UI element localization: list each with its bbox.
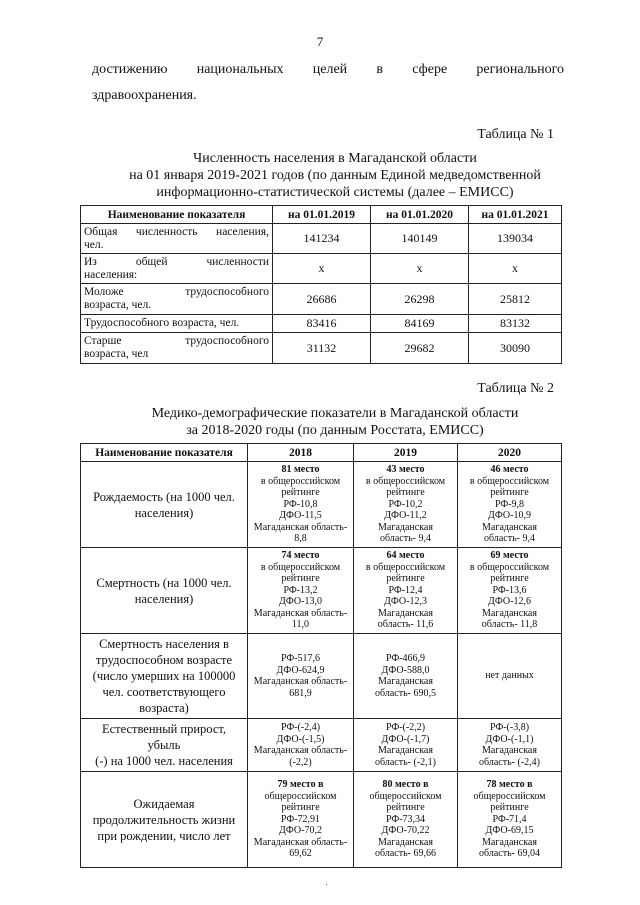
intro-word: достижению — [92, 62, 168, 77]
table2-cell-line: ДФО-11,2 — [384, 510, 427, 522]
table2-row — [81, 634, 562, 719]
table2-cell-line: ДФО-70,22 — [381, 825, 430, 837]
table2-cell-line: 80 место в — [382, 779, 429, 791]
table2-value-cell — [458, 634, 562, 719]
table2-cell-line: рейтинге — [281, 487, 320, 499]
table2-cell-line: область- (-2,4) — [479, 756, 540, 768]
table2-cell-line: рейтинге — [281, 573, 320, 585]
table2-cell-line: рейтинге — [490, 573, 529, 585]
table1-value-cell: 139034 — [469, 224, 562, 254]
table2-cell-line: рейтинге — [490, 802, 529, 814]
table2-cell-line: Магаданская — [378, 676, 433, 687]
table2-row — [81, 719, 562, 772]
table1-label-word: Моложе — [84, 286, 124, 298]
table1-value-cell: 83416 — [273, 315, 371, 333]
table2-cell-line: РФ-72,91 — [280, 813, 321, 825]
table2-cell-line: (-2,2) — [289, 756, 312, 768]
table1-label-word: трудоспособного — [185, 286, 269, 298]
table1-value-cell: 29682 — [371, 333, 469, 364]
table2-cell-line: РФ-13,6 — [492, 584, 527, 596]
table2-value-cell — [248, 462, 354, 548]
intro-word: национальных — [196, 62, 284, 77]
table2-label-line: Смертность (на 1000 чел. — [96, 575, 232, 590]
table2-cell-line: в общероссийском — [260, 475, 341, 487]
table2-cell-lines — [354, 779, 457, 860]
table2-cell-line: 78 место в — [486, 779, 533, 791]
table2-label-line: (-) на 1000 чел. населения — [95, 754, 233, 768]
table2-value-cell — [248, 719, 354, 772]
table1-value-cell: х — [371, 254, 469, 284]
table2-cell-lines — [458, 722, 561, 768]
table2-cell-line: рейтинге — [386, 573, 425, 585]
table1-label-cell — [81, 224, 273, 254]
table1-label-word: населения, — [216, 225, 269, 238]
table1-caption: Таблица № 1 — [477, 127, 554, 142]
table2-header-row — [81, 444, 562, 462]
table2-cell-lines — [248, 779, 353, 860]
table1-row — [81, 284, 562, 315]
table2-cell-line: Магаданская область- — [253, 607, 348, 619]
table2-label-line: населения) — [134, 505, 194, 520]
table2-row — [81, 772, 562, 868]
table1-header-cell: Наименование показателя — [81, 206, 273, 224]
table2-cell-line: область- 9,4 — [380, 533, 431, 545]
table2-cell-line: общероссийском — [264, 790, 337, 802]
table2-label-cell — [81, 548, 248, 634]
table1-header-cell: на 01.01.2020 — [371, 206, 469, 224]
table2-label-line: населения) — [134, 591, 194, 606]
table2-cell-lines — [354, 722, 457, 768]
table1-value-cell: 30090 — [469, 333, 562, 364]
table1-value-cell: 141234 — [273, 224, 371, 254]
table2-row — [81, 462, 562, 548]
table2-cell-line: ДФО-12,6 — [488, 596, 531, 608]
table2-cell-line: 46 место — [490, 464, 529, 476]
table1-header-cell: на 01.01.2019 — [273, 206, 371, 224]
table2-cell-line: РФ-10,2 — [388, 498, 423, 510]
table1-label-line — [84, 269, 269, 282]
table2-label-cell — [81, 772, 248, 868]
table2-title-line: Медико-демографические показатели в Магаданской области — [151, 406, 519, 421]
table1-title-line: информационно-статистической системы (далее – ЕМИСС) — [156, 185, 514, 200]
table2-cell-line: ДФО-10,9 — [488, 510, 531, 522]
table1-label-cell — [81, 284, 273, 315]
table1-label-word: численности — [206, 255, 269, 268]
table2-label-cell — [81, 719, 248, 772]
table1-row — [81, 224, 562, 254]
table2-cell-lines — [458, 464, 561, 545]
table2-cell-line: область- 690,5 — [375, 687, 436, 699]
table1-header-cell: на 01.01.2021 — [469, 206, 562, 224]
medical-demographic-table — [80, 443, 562, 868]
table2-cell-line: Магаданская — [378, 745, 433, 756]
table2-cell-line: 681,9 — [289, 687, 312, 699]
table1-label-line — [84, 317, 269, 330]
table2-cell-line: в общероссийском — [260, 561, 341, 573]
table2-label-line: (число умерших на 100000 — [92, 669, 236, 683]
table2-cell-line: нет данных — [485, 670, 534, 682]
table2-cell-line: 74 место — [281, 550, 320, 562]
table2-cell-line: 69 место — [490, 550, 529, 562]
table2-cell-line: область- 69,66 — [375, 848, 436, 860]
table2-title — [92, 405, 578, 439]
table2-header-cell: 2020 — [458, 444, 562, 462]
table1-title — [92, 150, 578, 201]
table2-cell-line: Магаданская область- — [253, 745, 348, 756]
table2-cell-line: РФ-(-2,4) — [280, 722, 321, 733]
table1-title-line: Численность населения в Магаданской области — [193, 151, 477, 166]
table2-cell-line: в общероссийском — [469, 561, 550, 573]
intro-word: целей — [312, 62, 348, 77]
table2-cell-line: РФ-73,34 — [385, 813, 426, 825]
table1-value-cell: 84169 — [371, 315, 469, 333]
table1-label-line — [84, 286, 269, 299]
table2-label-line: чел. соответствующего — [102, 685, 226, 699]
table2-cell-lines — [354, 464, 457, 545]
table2-value-cell — [354, 772, 458, 868]
table2-title-line: за 2018-2020 годы (по данным Росстата, ЕМИСС) — [186, 423, 484, 438]
table1-label-word: численность — [135, 225, 198, 238]
table1-value-cell: 140149 — [371, 224, 469, 254]
table1-header-row — [81, 206, 562, 224]
table2-value-cell — [248, 772, 354, 868]
table2-cell-line: ДФО-70,2 — [279, 825, 322, 837]
table1-label-cell — [81, 254, 273, 284]
table2-value-cell — [458, 462, 562, 548]
table2-cell-line: ДФО-11,5 — [279, 510, 322, 522]
table2-cell-line: РФ-9,8 — [494, 498, 525, 510]
table2-cell-line: 81 место — [281, 464, 320, 476]
intro-line-2: здравоохранения. — [92, 88, 197, 103]
table2-cell-line: Магаданская — [482, 745, 537, 756]
table1-label-line — [84, 348, 269, 361]
table2-cell-lines — [458, 779, 561, 860]
table1-label-word: чел. — [84, 238, 104, 251]
table2-row — [81, 548, 562, 634]
table2-cell-line: Магаданская область- — [253, 676, 348, 687]
table2-cell-line: общероссийском — [369, 790, 442, 802]
table2-cell-line: Магаданская — [482, 836, 537, 848]
table1-label-word: общей — [135, 255, 168, 268]
table2-cell-line: ДФО-(-1,7) — [381, 733, 430, 745]
table1-label-line — [84, 335, 269, 348]
table2-cell-line: рейтинге — [386, 487, 425, 499]
table1-value-cell: 25812 — [469, 284, 562, 315]
table2-label-line: трудоспособном возрасте — [95, 653, 233, 667]
table1-label-line — [84, 256, 269, 269]
table2-label-line: Ожидаемая — [133, 796, 195, 811]
table2-cell-line: РФ-(-2,2) — [385, 722, 426, 733]
table2-cell-line: РФ-10,8 — [283, 498, 318, 510]
table2-cell-line: Магаданская — [378, 607, 433, 619]
table1-label-word: возраста, чел — [84, 348, 149, 360]
table2-cell-lines — [354, 550, 457, 631]
table1-label-word: возраста, чел. — [84, 299, 152, 311]
table1-row — [81, 315, 562, 333]
table2-cell-line: ДФО-12,3 — [384, 596, 427, 608]
table2-cell-line: рейтинге — [281, 802, 320, 814]
table2-cell-line: 8,8 — [294, 533, 307, 545]
table1-label-word: трудоспособного — [185, 335, 269, 347]
table1-row — [81, 254, 562, 284]
table2-label-cell — [81, 462, 248, 548]
table2-value-cell — [248, 548, 354, 634]
table2-value-cell — [354, 634, 458, 719]
table2-value-cell — [458, 772, 562, 868]
table2-cell-line: РФ-13,2 — [283, 584, 318, 596]
table2-label-line: Рождаемость (на 1000 чел. — [93, 489, 235, 504]
table2-cell-line: Магаданская — [378, 836, 433, 848]
table2-cell-lines — [458, 670, 561, 682]
table2-value-cell — [458, 548, 562, 634]
table2-value-cell — [248, 634, 354, 719]
population-table — [80, 205, 562, 364]
page-number: 7 — [316, 34, 324, 49]
table2-label-line: возраста) — [139, 701, 189, 715]
table2-cell-line: ДФО-624,9 — [276, 664, 325, 676]
table1-value-cell: 26686 — [273, 284, 371, 315]
table2-cell-line: Магаданская — [482, 521, 537, 533]
table2-cell-line: рейтинге — [490, 487, 529, 499]
table2-cell-line: Магаданская область- — [253, 836, 348, 848]
table2-cell-lines — [458, 550, 561, 631]
table1-value-cell: 31132 — [273, 333, 371, 364]
table1-label-cell — [81, 333, 273, 364]
table2-value-cell — [458, 719, 562, 772]
table2-cell-line: РФ-12,4 — [388, 584, 423, 596]
table2-cell-line: 11,0 — [291, 619, 310, 631]
table1-label-line — [84, 239, 269, 252]
table2-cell-line: область- 11,6 — [377, 619, 434, 631]
table2-value-cell — [354, 548, 458, 634]
table1-label-word: населения: — [84, 268, 138, 281]
table1-label-word: Общая — [84, 225, 118, 238]
table2-cell-line: ДФО-69,15 — [485, 825, 534, 837]
table2-cell-line: в общероссийском — [365, 475, 446, 487]
table2-cell-line: область- 69,04 — [479, 848, 540, 860]
table2-cell-line: область- (-2,1) — [375, 756, 436, 768]
table2-label-line: при рождении, число лет — [97, 828, 231, 843]
table2-cell-line: в общероссийском — [365, 561, 446, 573]
table2-cell-lines — [248, 653, 353, 699]
table2-cell-line: ДФО-13,0 — [279, 596, 322, 608]
table2-cell-line: Магаданская — [482, 607, 537, 619]
table2-label-line: Естественный прирост, убыль — [101, 722, 227, 752]
intro-line-1 — [92, 62, 564, 78]
table2-cell-line: общероссийском — [473, 790, 546, 802]
table1-label-cell — [81, 315, 273, 333]
table2-cell-line: Магаданская область- — [253, 521, 348, 533]
intro-word: в — [376, 62, 384, 77]
intro-word: регионального — [476, 62, 564, 77]
table2-cell-line: Магаданская — [378, 521, 433, 533]
table2-label-line: Смертность населения в — [99, 637, 229, 651]
table2-cell-line: ДФО-(-1,5) — [276, 733, 325, 745]
table2-value-cell — [354, 719, 458, 772]
table1-label-word: Трудоспособного возраста, чел. — [84, 317, 240, 329]
table2-cell-line: 64 место — [386, 550, 425, 562]
table1-title-line: на 01 января 2019-2021 годов (по данным Единой медведомственной — [129, 168, 541, 183]
table2-cell-line: 43 место — [386, 464, 425, 476]
table2-cell-lines — [248, 722, 353, 768]
table2-cell-line: РФ-71,4 — [492, 813, 527, 825]
intro-word: сфере — [412, 62, 448, 77]
table2-cell-line: РФ-(-3,8) — [489, 722, 530, 733]
table2-caption: Таблица № 2 — [477, 381, 554, 396]
table2-cell-line: РФ-517,6 — [280, 653, 321, 664]
table2-cell-line: 79 место в — [277, 779, 324, 791]
table1-value-cell: 83132 — [469, 315, 562, 333]
table2-cell-line: область- 9,4 — [484, 533, 535, 545]
table2-label-cell — [81, 634, 248, 719]
table2-cell-line: 69,62 — [289, 848, 312, 860]
table1-value-cell: 26298 — [371, 284, 469, 315]
table2-header-cell: 2019 — [354, 444, 458, 462]
table2-cell-line: область- 11,8 — [481, 619, 538, 631]
table1-value-cell: х — [469, 254, 562, 284]
table1-label-line — [84, 299, 269, 312]
table1-label-word: Старше — [84, 335, 122, 347]
table1-label-word: Из — [84, 255, 97, 268]
table2-cell-lines — [354, 653, 457, 699]
table2-header-cell: Наименование показателя — [81, 444, 248, 462]
table2-cell-lines — [248, 550, 353, 631]
table1-label-line — [84, 226, 269, 239]
scan-mark: · — [325, 880, 329, 891]
table1-row — [81, 333, 562, 364]
table2-value-cell — [354, 462, 458, 548]
table1-value-cell: х — [273, 254, 371, 284]
table2-cell-line: РФ-466,9 — [385, 653, 426, 664]
table2-cell-line: в общероссийском — [469, 475, 550, 487]
table2-cell-line: ДФО-588,0 — [381, 664, 430, 676]
table2-cell-lines — [248, 464, 353, 545]
table2-cell-line: рейтинге — [386, 802, 425, 814]
table2-label-line: продолжительность жизни — [92, 812, 236, 827]
table2-header-cell: 2018 — [248, 444, 354, 462]
table2-cell-line: ДФО-(-1,1) — [485, 733, 534, 745]
